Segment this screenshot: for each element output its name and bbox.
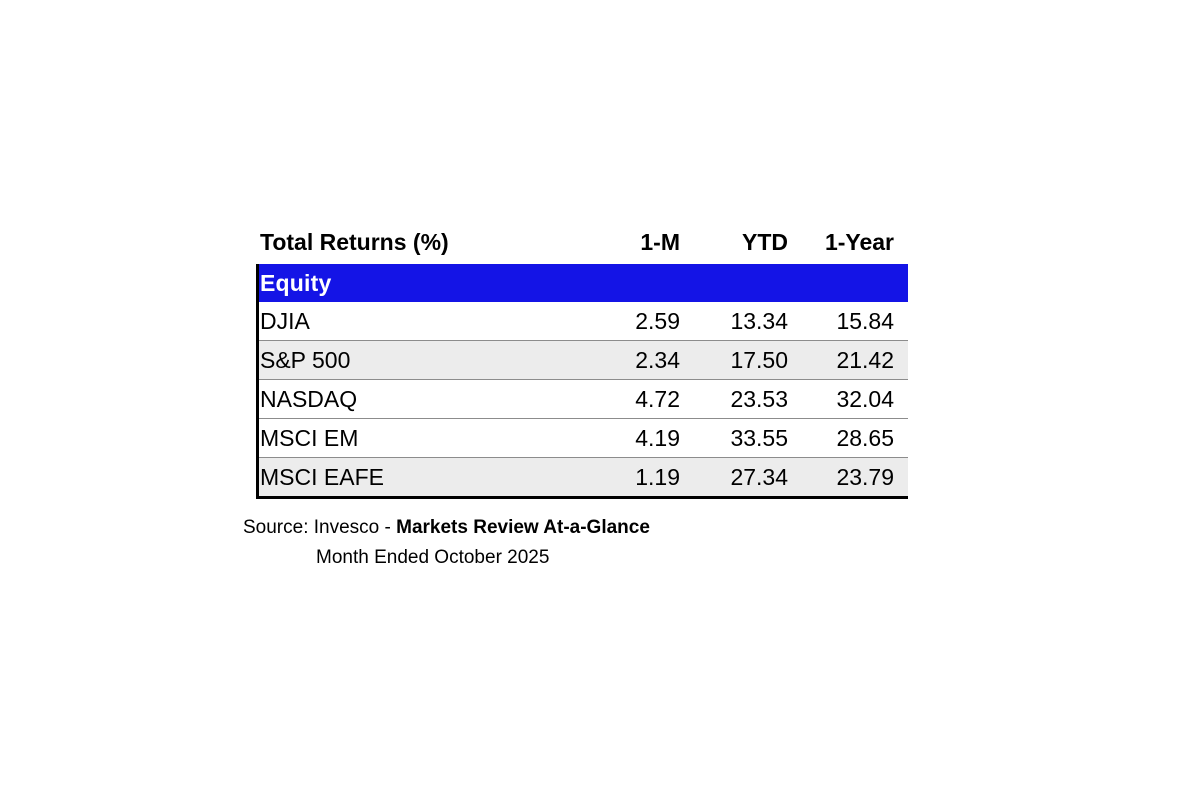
source-attribution bbox=[243, 517, 650, 539]
row-value-1m: 4.19 bbox=[586, 419, 694, 458]
row-label: MSCI EM bbox=[256, 419, 586, 458]
table-header-row bbox=[256, 220, 908, 264]
section-label-equity: Equity bbox=[256, 264, 908, 302]
row-value-ytd: 27.34 bbox=[694, 458, 802, 498]
source-title: Markets Review At-a-Glance bbox=[396, 517, 650, 538]
row-value-1year: 15.84 bbox=[802, 302, 908, 341]
table-row bbox=[256, 341, 908, 380]
section-row-equity bbox=[256, 264, 908, 302]
row-value-ytd: 23.53 bbox=[694, 380, 802, 419]
row-value-1m: 2.59 bbox=[586, 302, 694, 341]
column-header-1year: 1-Year bbox=[802, 220, 908, 264]
row-value-ytd: 17.50 bbox=[694, 341, 802, 380]
column-header-ytd: YTD bbox=[694, 220, 802, 264]
table-row bbox=[256, 458, 908, 498]
total-returns-table-container bbox=[256, 220, 908, 499]
row-value-1m: 4.72 bbox=[586, 380, 694, 419]
row-label: MSCI EAFE bbox=[256, 458, 586, 498]
table-row bbox=[256, 302, 908, 341]
row-value-1year: 23.79 bbox=[802, 458, 908, 498]
row-label: DJIA bbox=[256, 302, 586, 341]
row-value-1year: 21.42 bbox=[802, 341, 908, 380]
column-header-1m: 1-M bbox=[586, 220, 694, 264]
row-value-1year: 32.04 bbox=[802, 380, 908, 419]
table-row bbox=[256, 380, 908, 419]
source-period: Month Ended October 2025 bbox=[316, 547, 550, 568]
column-header-label: Total Returns (%) bbox=[256, 220, 586, 264]
row-value-1year: 28.65 bbox=[802, 419, 908, 458]
row-value-ytd: 13.34 bbox=[694, 302, 802, 341]
table-left-edge bbox=[256, 264, 259, 496]
row-label: S&P 500 bbox=[256, 341, 586, 380]
row-value-ytd: 33.55 bbox=[694, 419, 802, 458]
total-returns-table bbox=[256, 220, 908, 499]
row-value-1m: 1.19 bbox=[586, 458, 694, 498]
row-value-1m: 2.34 bbox=[586, 341, 694, 380]
table-row bbox=[256, 419, 908, 458]
source-prefix: Source: Invesco - bbox=[243, 517, 397, 538]
row-label: NASDAQ bbox=[256, 380, 586, 419]
